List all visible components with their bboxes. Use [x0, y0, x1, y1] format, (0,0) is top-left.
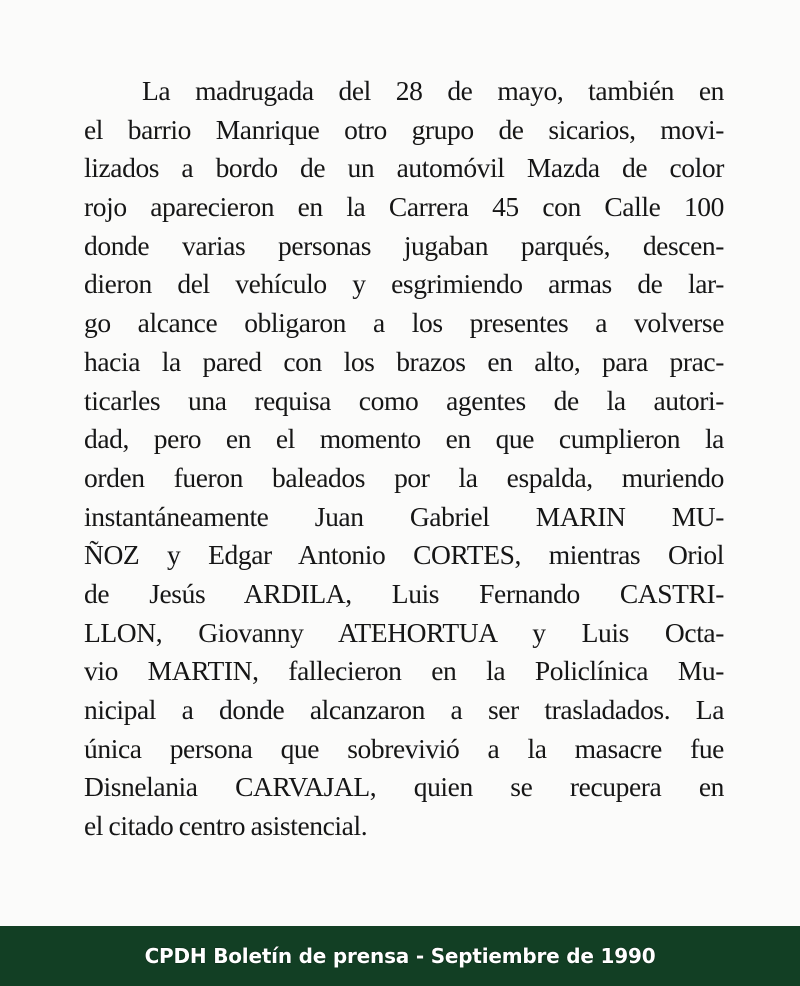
article-line: La madrugada del 28 de mayo, también en [142, 75, 724, 106]
article-line: dieron del vehículo y esgrimiendo armas de lar- [84, 268, 724, 300]
article-line: LLON, Giovanny ATEHORTUA y Luis Octa- [84, 616, 724, 648]
article-line: hacia la pared con los brazos en alto, para prac- [84, 345, 724, 377]
article-line: dad, pero en el momento en que cumplieron la [84, 423, 724, 455]
article-line: orden fueron baleados por la espalda, muriendo [84, 461, 724, 493]
article-line: ÑOZ y Edgar Antonio CORTES, mientras Oriol [84, 539, 724, 571]
article-line: lizados a bordo de un automóvil Mazda de color [84, 152, 724, 184]
article-line: el citado centro asistencial. [84, 810, 368, 842]
footer-banner [0, 926, 800, 986]
article-line: el barrio Manrique otro grupo de sicarios, movi- [84, 113, 724, 145]
article-text [84, 72, 724, 846]
article-line: donde varias personas jugaban parqués, descen- [84, 229, 724, 261]
article-line: única persona que sobrevivió a la masacre fue [84, 732, 724, 764]
article-line: de Jesús ARDILA, Luis Fernando CASTRI- [84, 577, 724, 609]
article-line: ticarles una requisa como agentes de la autori- [84, 384, 724, 416]
article-line: go alcance obligaron a los presentes a volverse [84, 307, 724, 339]
article-line: Disnelania CARVAJAL, quien se recupera en [84, 771, 724, 803]
article-line: nicipal a donde alcanzaron a ser trasladados. La [84, 694, 724, 725]
footer-caption: CPDH Boletín de prensa - Septiembre de 1990 [144, 944, 656, 968]
article-line: instantáneamente Juan Gabriel MARIN MU- [84, 500, 724, 532]
article-line: rojo aparecieron en la Carrera 45 con Calle 100 [84, 191, 724, 223]
article-line: vio MARTIN, fallecieron en la Policlínica Mu- [84, 655, 724, 687]
